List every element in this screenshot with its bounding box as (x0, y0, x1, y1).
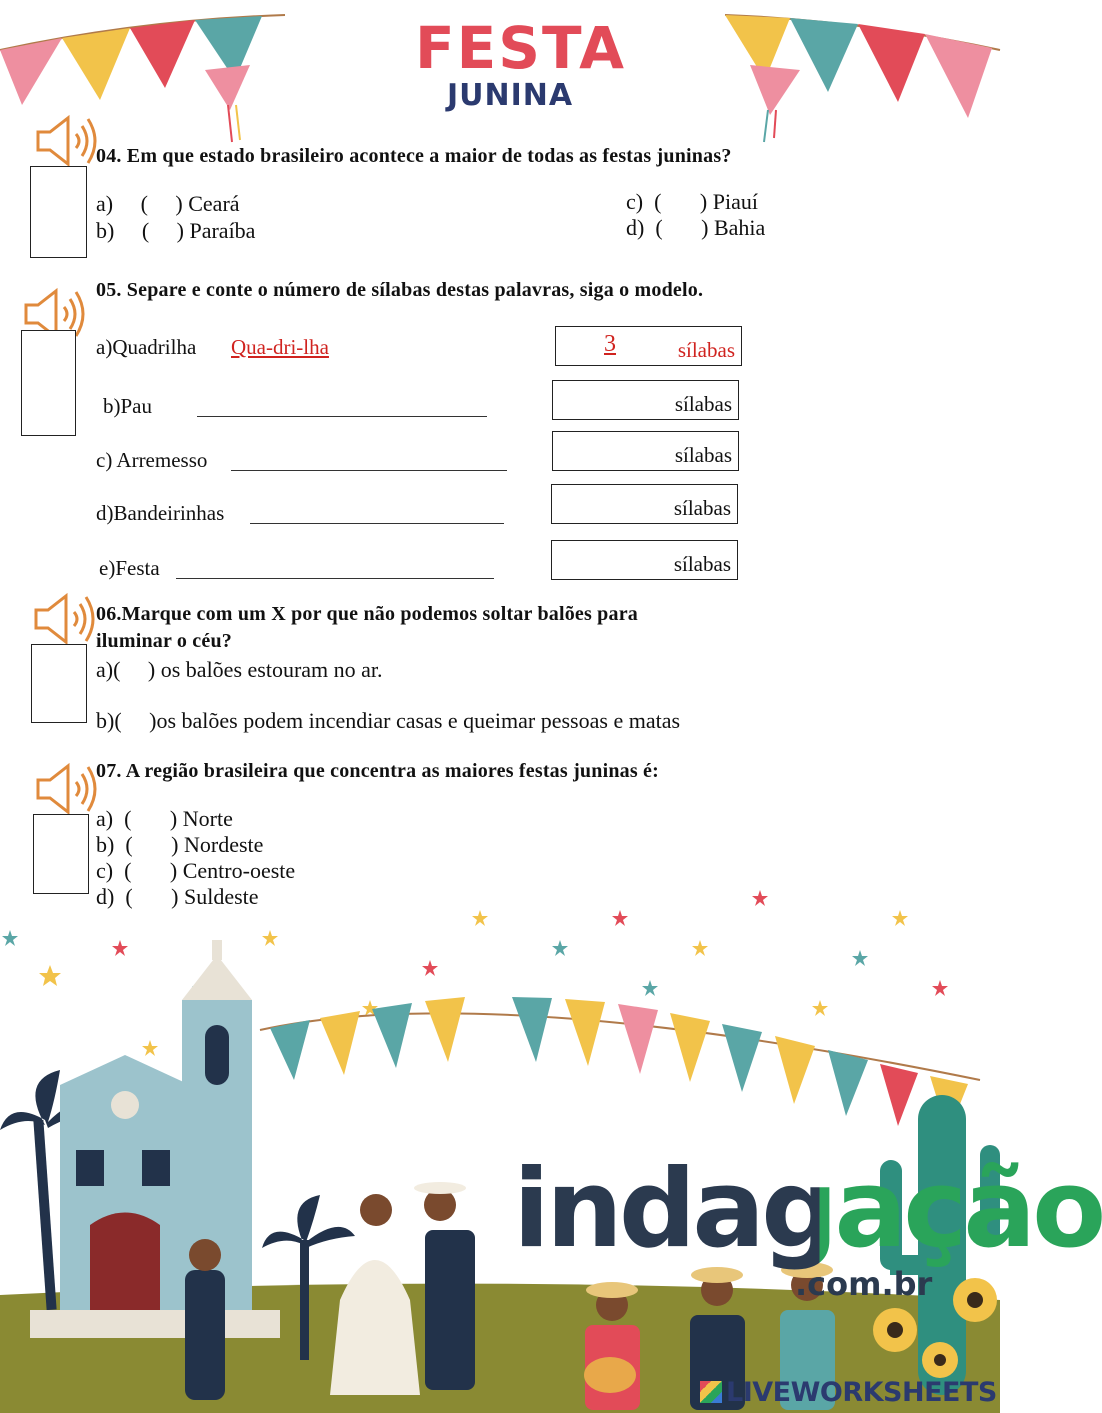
indagacao-brand: indagação (513, 1147, 1102, 1272)
question-06-title-line2: iluminar o céu? (96, 630, 232, 652)
option-q07-b: b) ( ) Nordeste (96, 832, 264, 857)
word-q05-a: a)Quadrilha (96, 335, 197, 359)
logo-festa-text: FESTA (415, 14, 626, 82)
word-q05-d: d)Bandeirinhas (96, 501, 225, 525)
question-06-title-line1: 06.Marque com um X por que não podemos soltar balões para (96, 603, 638, 625)
syllables-label: sílabas (674, 443, 732, 467)
speaker-icon[interactable] (34, 762, 100, 816)
syllables-label: sílabas (673, 496, 731, 520)
answer-box-q06[interactable] (31, 644, 87, 723)
question-04-title: 04. Em que estado brasileiro acontece a maior de todas as festas juninas? (96, 145, 732, 167)
option-q07-d: d) ( ) Suldeste (96, 884, 259, 909)
logo-junina-text: JUNINA (446, 78, 574, 113)
syllables-label: sílabas (673, 552, 731, 576)
syllables-label: sílabas (674, 392, 732, 416)
syllable-answer-line-e[interactable] (176, 556, 494, 579)
syllable-count-box-c[interactable] (552, 431, 739, 471)
syllable-answer-line-c[interactable] (231, 448, 507, 471)
syllable-count-box-b[interactable] (552, 380, 739, 420)
syllable-answer-line-b[interactable] (197, 394, 487, 417)
festa-junina-logo (415, 14, 626, 113)
syllable-count-box-d[interactable] (551, 484, 738, 524)
option-q06-b: b)( )os balões podem incendiar casas e queimar pessoas e matas (96, 708, 681, 733)
syllable-count-box-e[interactable] (551, 540, 738, 580)
question-07-title: 07. A região brasileira que concentra as maiores festas juninas é: (96, 760, 659, 782)
model-count: 3 (604, 331, 616, 357)
answer-box-q05[interactable] (21, 330, 76, 436)
speaker-icon[interactable] (32, 592, 98, 646)
indagacao-domain: .com.br (795, 1265, 933, 1303)
liveworksheets-label: LIVEWORKSHEETS (726, 1376, 997, 1408)
speaker-icon[interactable] (34, 114, 100, 168)
indagacao-logo (513, 1147, 1102, 1272)
option-q04-a: a) ( ) Ceará (96, 191, 240, 216)
option-q04-c: c) ( ) Piauí (626, 189, 758, 214)
liveworksheets-logo-icon (700, 1381, 722, 1403)
option-q04-d: d) ( ) Bahia (626, 215, 766, 240)
model-syllables: Qua-dri-lha (231, 335, 329, 359)
option-q07-c: c) ( ) Centro-oeste (96, 858, 296, 883)
syllables-label: sílabas (677, 338, 735, 362)
bunting-right (720, 10, 1000, 145)
option-q06-a: a)( ) os balões estouram no ar. (96, 657, 383, 682)
syllable-answer-line-d[interactable] (250, 501, 504, 524)
word-q05-e: e)Festa (99, 556, 160, 580)
option-q07-a: a) ( ) Norte (96, 806, 233, 831)
word-q05-b: b)Pau (103, 394, 152, 418)
word-q05-c: c) Arremesso (96, 448, 208, 472)
answer-box-q04[interactable] (30, 166, 87, 258)
question-05-title: 05. Separe e conte o número de sílabas destas palavras, siga o modelo. (96, 279, 704, 301)
liveworksheets-watermark[interactable] (700, 1375, 997, 1409)
syllable-count-box-a (555, 326, 742, 366)
festa-junina-illustration (0, 870, 1000, 1413)
option-q04-b: b) ( ) Paraíba (96, 218, 256, 243)
